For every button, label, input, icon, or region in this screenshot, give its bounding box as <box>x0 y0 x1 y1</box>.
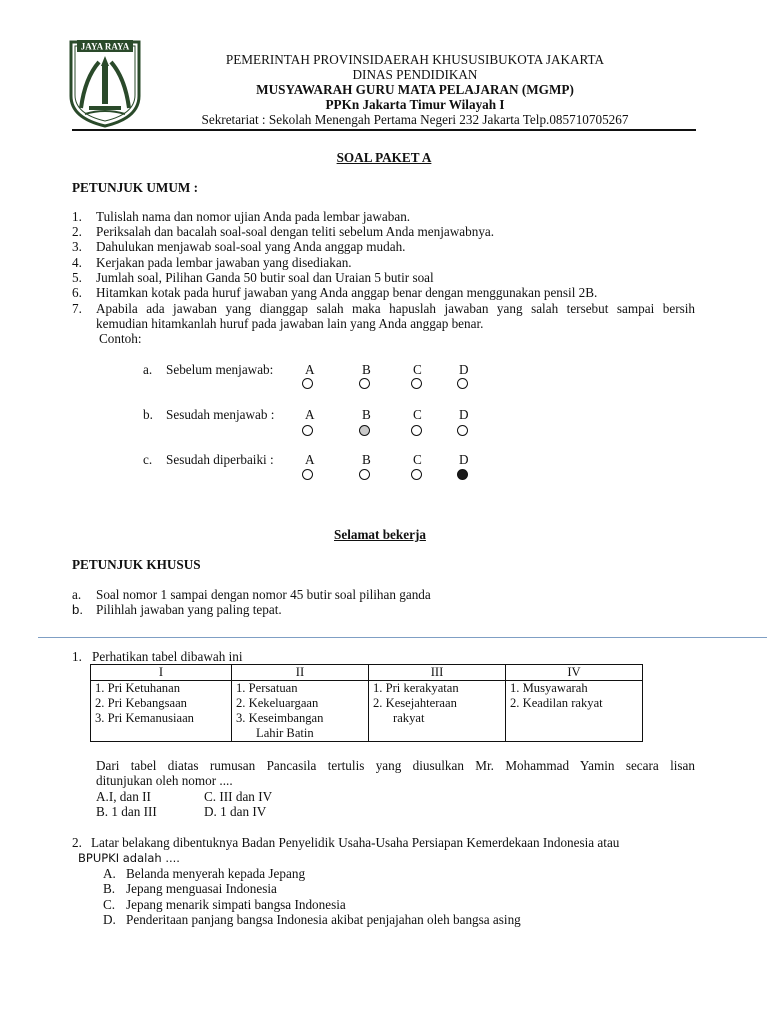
cell-line: 3. Keseimbangan <box>236 711 324 725</box>
table-cell-col1 <box>91 681 232 742</box>
gen-item-2: Periksalah dan bacalah soal-soal dengan teliti sebelum Anda menjawabnya. <box>96 224 495 239</box>
q2-option-c: Jepang menarik simpati bangsa Indonesia <box>126 897 346 912</box>
example-a-label: Sebelum menjawab: <box>166 362 274 377</box>
example-a-bubble-d <box>457 378 468 389</box>
table-header-2: II <box>232 665 369 681</box>
cell-line: 3. Pri Kemanusiaan <box>95 711 194 725</box>
q1-option-d: D. 1 dan IV <box>204 804 267 819</box>
cell-line: 1. Pri kerakyatan <box>373 681 459 695</box>
cell-line: 1. Pri Ketuhanan <box>95 681 180 695</box>
q1-option-c: C. III dan IV <box>204 789 273 804</box>
q1-text-1: Dari tabel diatas rumusan Pancasila tertulis yang diusulkan Mr. Mohammad Yamin secara lisan <box>96 758 695 773</box>
example-c-bubble-c <box>411 469 422 480</box>
q2-option-b-letter: B. <box>103 881 116 896</box>
example-a-bubble-b <box>359 378 370 389</box>
example-c-bubble-b <box>359 469 370 480</box>
example-b-bubble-d <box>457 425 468 436</box>
gen-num-6: 6. <box>72 285 82 300</box>
q2-number: 2. <box>72 835 82 850</box>
gen-item-6: Hitamkan kotak pada huruf jawaban yang Anda anggap benar dengan menggunakan pensil 2B. <box>96 285 598 300</box>
example-b-letter: b. <box>143 407 153 422</box>
example-a-opt-d: D <box>459 362 469 377</box>
example-b-opt-b: B <box>362 407 371 422</box>
header-line2: DINAS PENDIDIKAN <box>352 67 478 82</box>
example-c-bubble-a <box>302 469 313 480</box>
section-divider <box>38 637 767 638</box>
example-a-opt-b: B <box>362 362 371 377</box>
example-c-opt-d: D <box>459 452 469 467</box>
page-title: SOAL PAKET A <box>336 150 432 165</box>
q1-table <box>90 664 643 742</box>
table-cell-col3 <box>369 681 506 742</box>
gen-num-5: 5. <box>72 270 82 285</box>
gen-item-7: Apabila ada jawaban yang dianggap salah maka hapuslah jawaban yang salah tersebut sampai bersih <box>96 301 695 316</box>
special-a-text: Soal nomor 1 sampai dengan nomor 45 butir soal pilihan ganda <box>96 587 431 602</box>
cell-line: Lahir Batin <box>256 726 314 740</box>
example-c-opt-a: A <box>305 452 315 467</box>
q1-number: 1. <box>72 649 82 664</box>
general-heading: PETUNJUK UMUM : <box>72 180 198 195</box>
cell-line: 1. Musyawarah <box>510 681 588 695</box>
table-cell-col4 <box>506 681 643 742</box>
cell-line: 2. Pri Kebangsaan <box>95 696 187 710</box>
q2-option-d-letter: D. <box>103 912 116 927</box>
example-a-bubble-a <box>302 378 313 389</box>
special-b-letter: b. <box>72 602 83 617</box>
q2-line2: BPUPKI adalah .... <box>78 851 180 865</box>
example-b-opt-a: A <box>305 407 315 422</box>
cell-line: 2. Kekeluargaan <box>236 696 319 710</box>
example-b-opt-c: C <box>413 407 422 422</box>
cell-line: 2. Keadilan rakyat <box>510 696 603 710</box>
q1-option-b: B. 1 dan III <box>96 804 157 819</box>
special-b-text: Pilihlah jawaban yang paling tepat. <box>96 602 282 617</box>
gen-num-2: 2. <box>72 224 82 239</box>
q2-option-b: Jepang menguasai Indonesia <box>126 881 277 896</box>
example-b-bubble-a <box>302 425 313 436</box>
q1-option-a: A.I, dan II <box>96 789 151 804</box>
gen-num-3: 3. <box>72 239 82 254</box>
example-a-letter: a. <box>143 362 153 377</box>
q2-option-a-letter: A. <box>103 866 116 881</box>
special-heading: PETUNJUK KHUSUS <box>72 557 201 572</box>
header-line3: MUSYAWARAH GURU MATA PELAJARAN (MGMP) <box>256 82 574 97</box>
example-b-bubble-b <box>359 425 370 436</box>
gen-item-1: Tulislah nama dan nomor ujian Anda pada lembar jawaban. <box>96 209 411 224</box>
example-a-opt-a: A <box>305 362 315 377</box>
logo-text: JAYA RAYA <box>80 41 130 52</box>
example-b-label: Sesudah menjawab : <box>166 407 275 422</box>
gen-item-5: Jumlah soal, Pilihan Ganda 50 butir soal dan Uraian 5 butir soal <box>96 270 434 285</box>
table-header-4: IV <box>506 665 643 681</box>
cell-line: 2. Kesejahteraan <box>373 696 457 710</box>
example-a-opt-c: C <box>413 362 422 377</box>
example-label: Contoh: <box>99 331 142 346</box>
example-b-bubble-c <box>411 425 422 436</box>
example-c-bubble-d <box>457 469 468 480</box>
gen-item-4: Kerjakan pada lembar jawaban yang disediakan. <box>96 255 352 270</box>
q1-text-2: ditunjukan oleh nomor .... <box>96 773 233 788</box>
special-a-letter: a. <box>72 587 82 602</box>
q2-option-c-letter: C. <box>103 897 116 912</box>
example-c-opt-b: B <box>362 452 371 467</box>
gen-item-3: Dahulukan menjawab soal-soal yang Anda anggap mudah. <box>96 239 406 254</box>
header-line1: PEMERINTAH PROVINSIDAERAH KHUSUSIBUKOTA JAKARTA <box>225 52 605 67</box>
q1-prompt: Perhatikan tabel dibawah ini <box>92 649 243 664</box>
jaya-raya-logo <box>67 38 143 128</box>
example-c-label: Sesudah diperbaiki : <box>166 452 274 467</box>
table-header-1: I <box>91 665 232 681</box>
q2-line1: Latar belakang dibentuknya Badan Penyelidik Usaha-Usaha Persiapan Kemerdekaan Indonesia atau <box>91 835 620 850</box>
q2-option-a: Belanda menyerah kepada Jepang <box>126 866 306 881</box>
q2-option-d: Penderitaan panjang bangsa Indonesia akibat penjajahan oleh bangsa asing <box>126 912 521 927</box>
example-b-opt-d: D <box>459 407 469 422</box>
cell-line: rakyat <box>393 711 425 725</box>
header-rule <box>72 129 696 131</box>
header-line5: Sekretariat : Sekolah Menengah Pertama Negeri 232 Jakarta Telp.085710705267 <box>201 112 629 127</box>
gen-item-7-cont: kemudian hitamkanlah huruf pada jawaban lain yang Anda anggap benar. <box>96 316 484 331</box>
gen-num-4: 4. <box>72 255 82 270</box>
gen-num-1: 1. <box>72 209 82 224</box>
table-header-3: III <box>369 665 506 681</box>
example-c-letter: c. <box>143 452 153 467</box>
example-c-opt-c: C <box>413 452 422 467</box>
closing-text: Selamat bekerja <box>334 527 426 542</box>
gen-num-7: 7. <box>72 301 82 316</box>
table-cell-col2 <box>232 681 369 742</box>
cell-line: 1. Persatuan <box>236 681 298 695</box>
header-line4: PPKn Jakarta Timur Wilayah I <box>325 97 505 112</box>
example-a-bubble-c <box>411 378 422 389</box>
